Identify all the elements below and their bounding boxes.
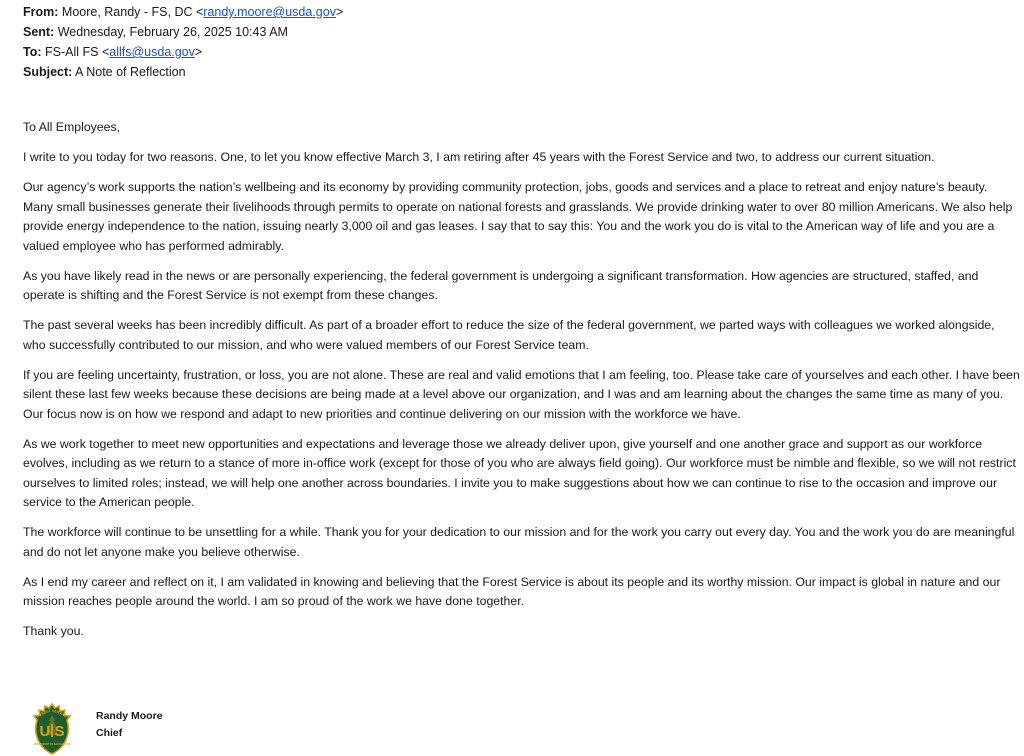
from-row <box>23 2 343 22</box>
body-paragraph: The workforce will continue to be unsettling for a while. Thank you for your dedication to our mission and for the work you carry out every day. You and the work you do are meaningful and do not let anyone make you believe otherwise. <box>23 525 1015 559</box>
logo-bottom-text: DEPARTMENT OF AGRICULTURE <box>33 744 71 746</box>
to-close: > <box>194 45 203 59</box>
greeting: To All Employees, <box>23 120 121 134</box>
email-body <box>23 118 1020 652</box>
signature-title: Chief <box>96 727 123 739</box>
signature-name: Randy Moore <box>96 710 163 722</box>
body-paragraph: I write to you today for two reasons. One, to let you know effective March 3, I am retiring after 45 years with the Forest Service and two, to address our current situation. <box>23 150 935 164</box>
body-paragraph: The past several weeks has been incredibly difficult. As part of a broader effort to reduce the size of the federal government, we parted ways with colleagues we worked alongside, who successfully contributed to our mission, and who were valued members of our Forest Service team. <box>23 318 995 352</box>
sent-row <box>23 22 343 42</box>
to-row <box>23 42 343 62</box>
sent-value: Wednesday, February 26, 2025 10:43 AM <box>57 25 288 39</box>
logo-letters: U S <box>39 723 65 740</box>
body-paragraph: As you have likely read in the news or are personally experiencing, the federal government is undergoing a significant transformation. How agencies are structured, staffed, and operate is shifting and the Forest Service is not exempt from these changes. <box>23 268 979 302</box>
sent-label: Sent: <box>23 25 55 39</box>
from-label: From: <box>23 5 59 19</box>
subject-row <box>23 62 343 82</box>
forest-service-shield-logo <box>28 703 76 755</box>
to-name: FS-All FS < <box>45 45 110 59</box>
to-label: To: <box>23 45 42 59</box>
body-paragraph: If you are feeling uncertainty, frustration, or loss, you are not alone. These are real and valid emotions that I am feeling, too. Please take care of yourselves and each other. I have been silent these last few weeks because these decisions are being made at a level above our organization, and I was and am learning about the changes the same time as many of you. Our focus now is on how we respond and adapt to new priorities and continue delivering on our mission with the workforce we have. <box>23 367 1020 421</box>
from-close: > <box>335 5 344 19</box>
body-paragraph: As I end my career and reflect on it, I am validated in knowing and believing that the Forest Service is about its people and its worthy mission. Our impact is global in nature and our mission reaches people around the world. I am so proud of the work we have done together. <box>23 574 1001 608</box>
body-paragraph: Our agency’s work supports the nation’s wellbeing and its economy by providing community protection, jobs, goods and services and a place to retreat and enjoy nature’s beauty. Many small businesses generate their livelihoods through permits to operate on national forests and grasslands. We provide drinking water to over 80 million Americans. We also help provide energy independence to the nation, issuing nearly 3,000 oil and gas leases. I say that to say this: You and the work you do is vital to the American way of life and you are a valued employee who has performed admirably. <box>23 180 1013 253</box>
from-email-link[interactable]: randy.moore@usda.gov <box>203 5 336 19</box>
logo-top-text: FOREST SERVICE <box>36 708 68 719</box>
body-paragraph: As we work together to meet new opportunities and expectations and leverage those we already deliver upon, give yourself and one another grace and support as our workforce evolves, including as we return to a stance of more in-office work (except for those of you who are always field going). Our workforce must be nimble and flexible, so we will not restrict ourselves to limited roles; instead, we will help one another across boundaries. I invite you to make suggestions about how we can continue to rise to the occasion and improve our service to the American people. <box>23 436 1016 509</box>
subject-label: Subject: <box>23 65 73 79</box>
from-name: Moore, Randy - FS, DC < <box>61 5 204 19</box>
email-header <box>23 2 343 82</box>
to-email-link[interactable]: allfs@usda.gov <box>109 45 195 59</box>
subject-value: A Note of Reflection <box>75 65 186 79</box>
signature-text <box>96 708 163 742</box>
closing: Thank you. <box>23 624 84 638</box>
